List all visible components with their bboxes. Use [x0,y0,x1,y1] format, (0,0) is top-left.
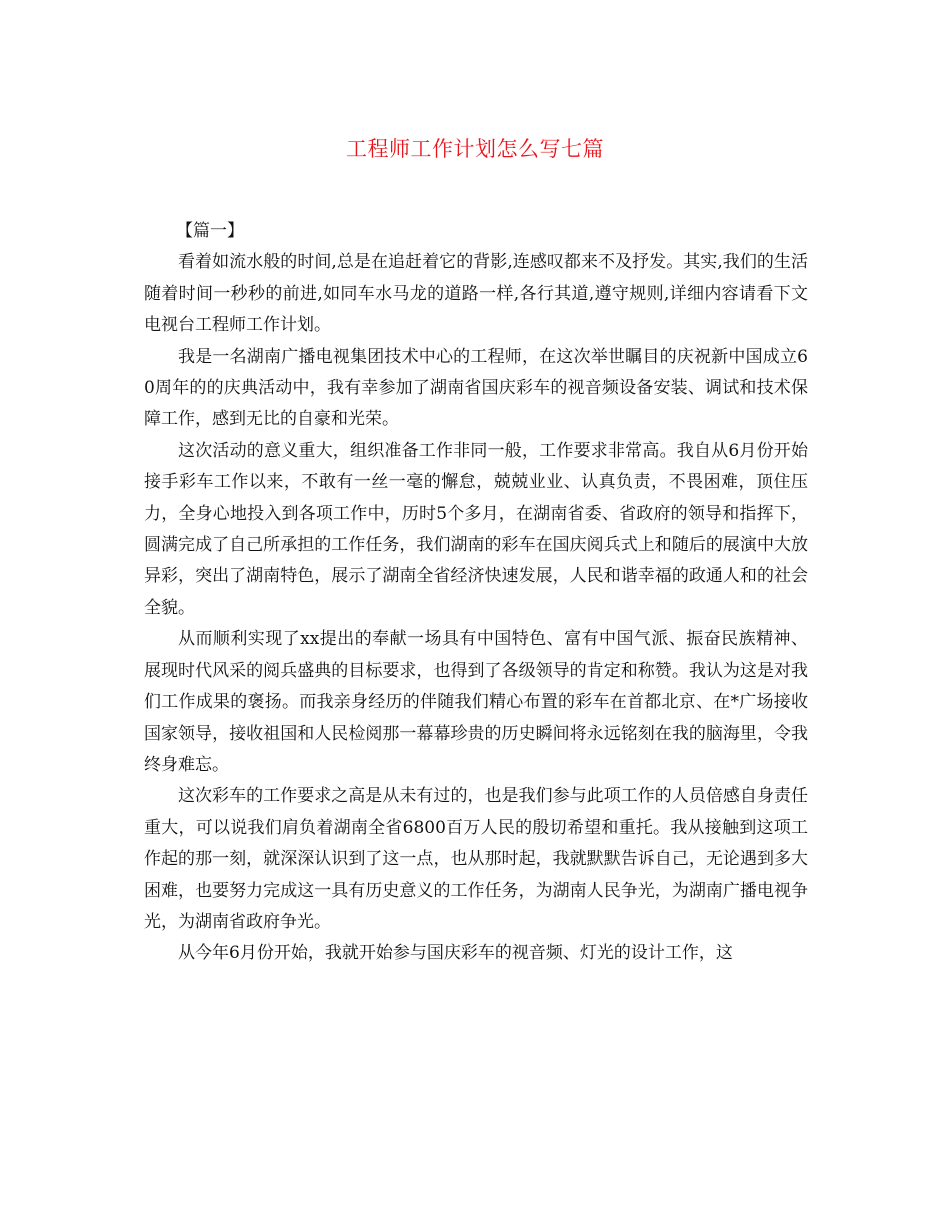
paragraph-1: 看着如流水般的时间,总是在追赶着它的背影,连感叹都来不及抒发。其实,我们的生活随着时间一秒秒的前进,如同车水马龙的道路一样,各行其道,遵守规则,详细内容请看下文电视台工程师工作计划。 [144,252,808,336]
paragraph-2: 我是一名湖南广播电视集团技术中心的工程师，在这次举世瞩目的庆祝新中国成立60周年的的庆典活动中，我有幸参加了湖南省国庆彩车的视音频设备安装、调试和技术保障工作，感到无比的自豪和光荣。 [144,346,808,430]
document-body [144,216,808,970]
paragraph-3: 这次活动的意义重大，组织准备工作非同一般，工作要求非常高。我自从6月份开始接手彩车工作以来，不敢有一丝一毫的懈怠，兢兢业业、认真负责，不畏困难，顶住压力，全身心地投入到各项工作中，历时5个多月，在湖南省委、省政府的领导和指挥下，圆满完成了自己所承担的工作任务，我们湖南的彩车在国庆阅兵式上和随后的展演中大放异彩，突出了湖南特色，展示了湖南全省经济快速发展，人民和谐幸福的政通人和的社会全貌。 [144,440,808,618]
document-title: 工程师工作计划怎么写七篇 [346,137,604,161]
paragraph-4: 从而顺利实现了xx提出的奉献一场具有中国特色、富有中国气派、振奋民族精神、展现时代风采的阅兵盛典的目标要求，也得到了各级领导的肯定和称赞。我认为这是对我们工作成果的褒扬。而我亲身经历的伴随我们精心布置的彩车在首都北京、在*广场接收国家领导，接收祖国和人民检阅那一幕幕珍贵的历史瞬间将永远铭刻在我的脑海里，令我终身难忘。 [144,629,808,775]
section-heading: 【篇一】 [176,221,244,241]
paragraph-6: 从今年6月份开始，我就开始参与国庆彩车的视音频、灯光的设计工作，这 [178,943,733,964]
paragraph-5: 这次彩车的工作要求之高是从未有过的，也是我们参与此项工作的人员倍感自身责任重大，可以说我们肩负着湖南全省6800百万人民的殷切希望和重托。我从接触到这项工作起的那一刻，就深深认识到了这一点，也从那时起，我就默默告诉自己，无论遇到多大困难，也要努力完成这一具有历史意义的工作任务，为湖南人民争光，为湖南广播电视争光，为湖南省政府争光。 [144,786,808,932]
